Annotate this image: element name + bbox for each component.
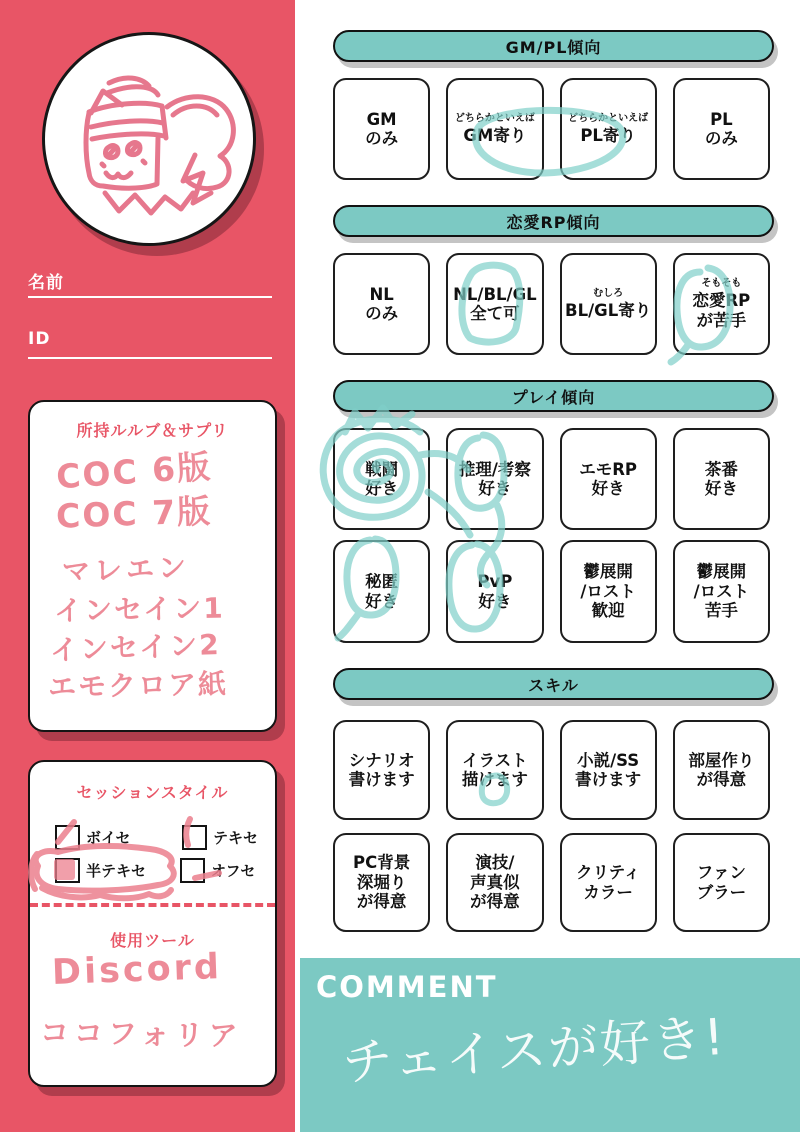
card-line: 好き: [704, 479, 738, 498]
card-line: /ロスト: [693, 581, 750, 601]
rulebook-item: インセイン1: [53, 591, 225, 628]
card-illustrator[interactable]: [446, 720, 543, 820]
card-line: PC背景: [353, 853, 411, 873]
card-line: ブラー: [696, 882, 747, 902]
rulebook-item: COC 7版: [55, 491, 213, 536]
card-line: /ロスト: [580, 581, 636, 601]
card-line: シナリオ: [348, 750, 415, 770]
card-line: 鬱展開: [696, 562, 747, 582]
comment-label: COMMENT: [316, 970, 498, 1004]
card-line: 恋愛RP: [692, 291, 751, 311]
card-line: 茶番: [704, 459, 738, 479]
romance-cards-row: [333, 253, 770, 355]
card-line: 好き: [365, 479, 399, 498]
rulebook-item: インセイン2: [49, 628, 222, 667]
card-line: 好き: [478, 591, 512, 611]
card-line: が得意: [356, 892, 407, 912]
card-pvp-lover[interactable]: [446, 540, 543, 643]
card-line: 歓迎: [591, 601, 625, 621]
section-header-skills: スキル: [333, 668, 774, 700]
card-line: 小説/SS: [577, 750, 640, 770]
card-line: 秘匿: [365, 572, 399, 592]
avatar-doodle-icon: [45, 35, 253, 243]
card-mystery-lover[interactable]: [446, 428, 543, 530]
card-blgl-lean[interactable]: [560, 253, 657, 355]
card-line: PL: [710, 109, 733, 129]
card-skit-lover[interactable]: [673, 428, 770, 530]
session-style-box: [28, 760, 277, 1087]
checkbox-label: 半テキセ: [86, 862, 147, 880]
card-line: 声真似: [470, 872, 520, 892]
card-line: 深堀り: [356, 872, 407, 892]
card-pl-only[interactable]: [673, 78, 770, 180]
name-label: 名前: [28, 273, 64, 293]
rulebook-item: エモクロア紙: [47, 667, 229, 704]
gmpl-cards-row: [333, 78, 770, 180]
card-line: BL/GL寄り: [565, 300, 652, 320]
card-combat-lover[interactable]: [333, 428, 430, 530]
tool-item: ココフォリア: [39, 1015, 243, 1053]
name-input-line[interactable]: [28, 296, 272, 298]
card-line: エモRP: [579, 459, 638, 479]
checkbox-half-text-session[interactable]: [55, 858, 80, 883]
card-line: クリティ: [575, 863, 641, 883]
card-pl-lean[interactable]: [560, 78, 657, 180]
card-line: 部屋作り: [688, 750, 755, 770]
card-line: 苦手: [704, 601, 738, 621]
option-text-session[interactable]: [182, 825, 258, 850]
card-line: 好き: [478, 479, 512, 498]
card-criti-color[interactable]: [560, 833, 657, 932]
card-emo-rp-lover[interactable]: [560, 428, 657, 530]
checkbox-voice-session[interactable]: [55, 825, 80, 850]
tool-item: Discord: [51, 947, 223, 993]
card-small-label: むしろ: [593, 287, 624, 299]
card-line: 好き: [591, 479, 625, 498]
card-romance-averse[interactable]: [673, 253, 770, 355]
card-novel-writer[interactable]: [560, 720, 657, 820]
card-dark-loss-averse[interactable]: [673, 540, 770, 643]
option-voice-session[interactable]: [55, 825, 131, 850]
card-line: カラー: [583, 882, 633, 902]
comment-block: [300, 958, 800, 1132]
card-line: のみ: [365, 129, 399, 148]
card-line: が得意: [696, 770, 747, 789]
card-scenario-writer[interactable]: [333, 720, 430, 820]
card-line: 演技/: [475, 853, 515, 873]
rulebook-item: マレエン: [61, 550, 191, 589]
session-style-title: セッションスタイル: [76, 783, 229, 802]
section-header-gmpl: GM/PL傾向: [333, 30, 774, 62]
skills-cards-row-2: [333, 833, 770, 932]
play-style-cards-row-2: [333, 540, 770, 643]
card-line: PvP: [477, 572, 513, 592]
card-nl-only[interactable]: [333, 253, 430, 355]
card-line: のみ: [365, 304, 399, 323]
rulebooks-title: 所持ルルブ＆サプリ: [76, 421, 229, 440]
rulebooks-box: [28, 400, 277, 732]
card-small-label: どちらかといえば: [568, 112, 649, 124]
card-line: が得意: [470, 892, 520, 912]
checkbox-text-session[interactable]: [182, 825, 207, 850]
section-header-play-style: プレイ傾向: [333, 380, 774, 412]
card-line: 書けます: [575, 770, 642, 789]
card-line: NL/BL/GL: [453, 284, 537, 304]
card-secret-lover[interactable]: [333, 540, 430, 643]
rulebook-item: COC 6版: [54, 446, 214, 497]
card-line: 書けます: [348, 770, 415, 789]
card-room-builder[interactable]: [673, 720, 770, 820]
card-line: 描けます: [461, 770, 528, 789]
card-line: GM寄り: [463, 125, 527, 145]
card-line: が苦手: [696, 310, 747, 330]
id-input-line[interactable]: [28, 357, 272, 359]
card-small-label: そもそも: [701, 278, 742, 290]
option-offline-session[interactable]: [180, 858, 255, 883]
card-line: 推理/考察: [458, 459, 531, 479]
card-line: PL寄り: [580, 125, 636, 145]
checkbox-label: オフセ: [211, 862, 256, 880]
checkbox-label: ボイセ: [86, 829, 131, 847]
card-line: 戦闘: [365, 459, 399, 479]
section-header-romance-rp: 恋愛RP傾向: [333, 205, 774, 237]
card-pc-backstory[interactable]: [333, 833, 430, 932]
card-line: 鬱展開: [583, 562, 633, 582]
tools-title: 使用ツール: [110, 931, 195, 950]
option-half-text-session[interactable]: [55, 858, 146, 883]
card-line: イラスト: [462, 750, 528, 770]
play-style-cards-row-1: [333, 428, 770, 530]
checkbox-offline-session[interactable]: [180, 858, 205, 883]
card-line: のみ: [704, 129, 738, 148]
card-line: GM: [366, 109, 397, 129]
checkbox-label: テキセ: [213, 829, 259, 847]
card-fumbler[interactable]: [673, 833, 770, 932]
card-line: 全て可: [470, 304, 520, 323]
card-gm-only[interactable]: [333, 78, 430, 180]
card-line: NL: [369, 284, 394, 304]
id-label: ID: [28, 329, 51, 349]
card-acting-voice[interactable]: [446, 833, 543, 932]
comment-handwriting: チェイスが好き!: [340, 1007, 728, 1093]
card-dark-loss-welcome[interactable]: [560, 540, 657, 643]
sidebar: [0, 0, 295, 1132]
card-line: ファン: [696, 863, 746, 883]
card-small-label: どちらかといえば: [454, 112, 535, 124]
card-all-pairings-ok[interactable]: [446, 253, 543, 355]
skills-cards-row-1: [333, 720, 770, 820]
dashed-divider: [30, 903, 275, 907]
avatar: [42, 32, 256, 246]
card-gm-lean[interactable]: [446, 78, 543, 180]
card-line: 好き: [365, 591, 399, 611]
